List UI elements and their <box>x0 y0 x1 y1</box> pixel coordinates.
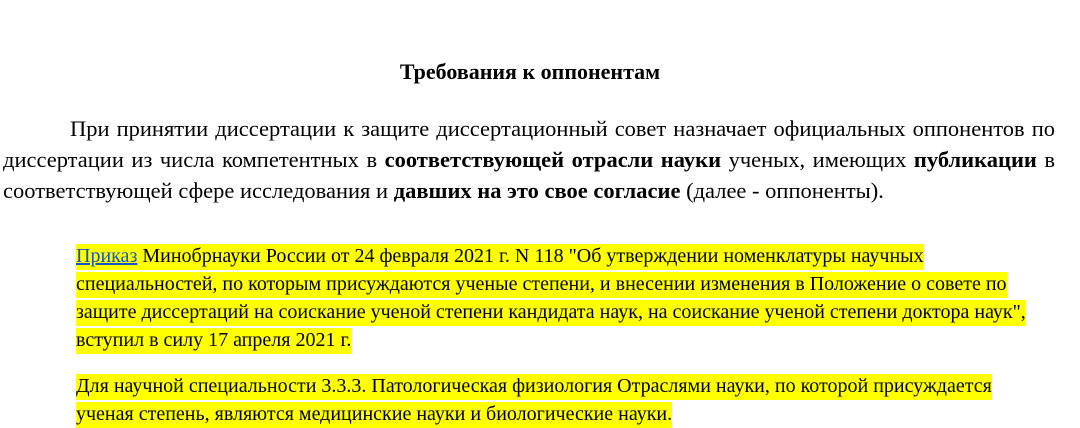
highlight-span-1 <box>76 244 1026 354</box>
highlighted-note-specialty <box>76 372 1036 428</box>
section-title: Требования к оппонентам <box>399 59 661 84</box>
order-link[interactable]: Приказ <box>76 245 138 267</box>
paragraph-text-1: При принятии диссертации к защите диссертационный совет назначает официальных оппонентов по диссертации из числа компетентных в <box>3 116 1055 172</box>
paragraph-bold-2: публикации <box>913 147 1037 172</box>
order-note-text: Минобрнауки России от 24 февраля 2021 г. N 118 "Об утверждении номенклатуры научных специальностей, по которым присуждаются ученые степени, и внесении изменения в Положение о совете по защите диссертаций на соискание ученой степени кандидата наук, на соискание ученой степени доктора наук", вступил в силу 17 апреля 2021 г. <box>76 245 1026 351</box>
paragraph-text-3: в соответствующей сфере исследования и <box>3 147 1056 203</box>
opponents-requirements-paragraph <box>3 113 1055 206</box>
highlighted-note-order <box>76 242 1036 354</box>
paragraph-text-4: (далее - оппоненты). <box>680 178 884 203</box>
paragraph-text-2: ученых, имеющих <box>721 147 914 172</box>
paragraph-bold-1: соответствующей отрасли науки <box>384 147 722 172</box>
paragraph-bold-3: давших на это свое согласие <box>393 178 681 203</box>
highlight-span-2: Для научной специальности 3.3.3. Патологическая физиология Отраслями науки, по которой присуждается ученая степень, являются медицинские науки и биологические науки. <box>76 374 992 428</box>
